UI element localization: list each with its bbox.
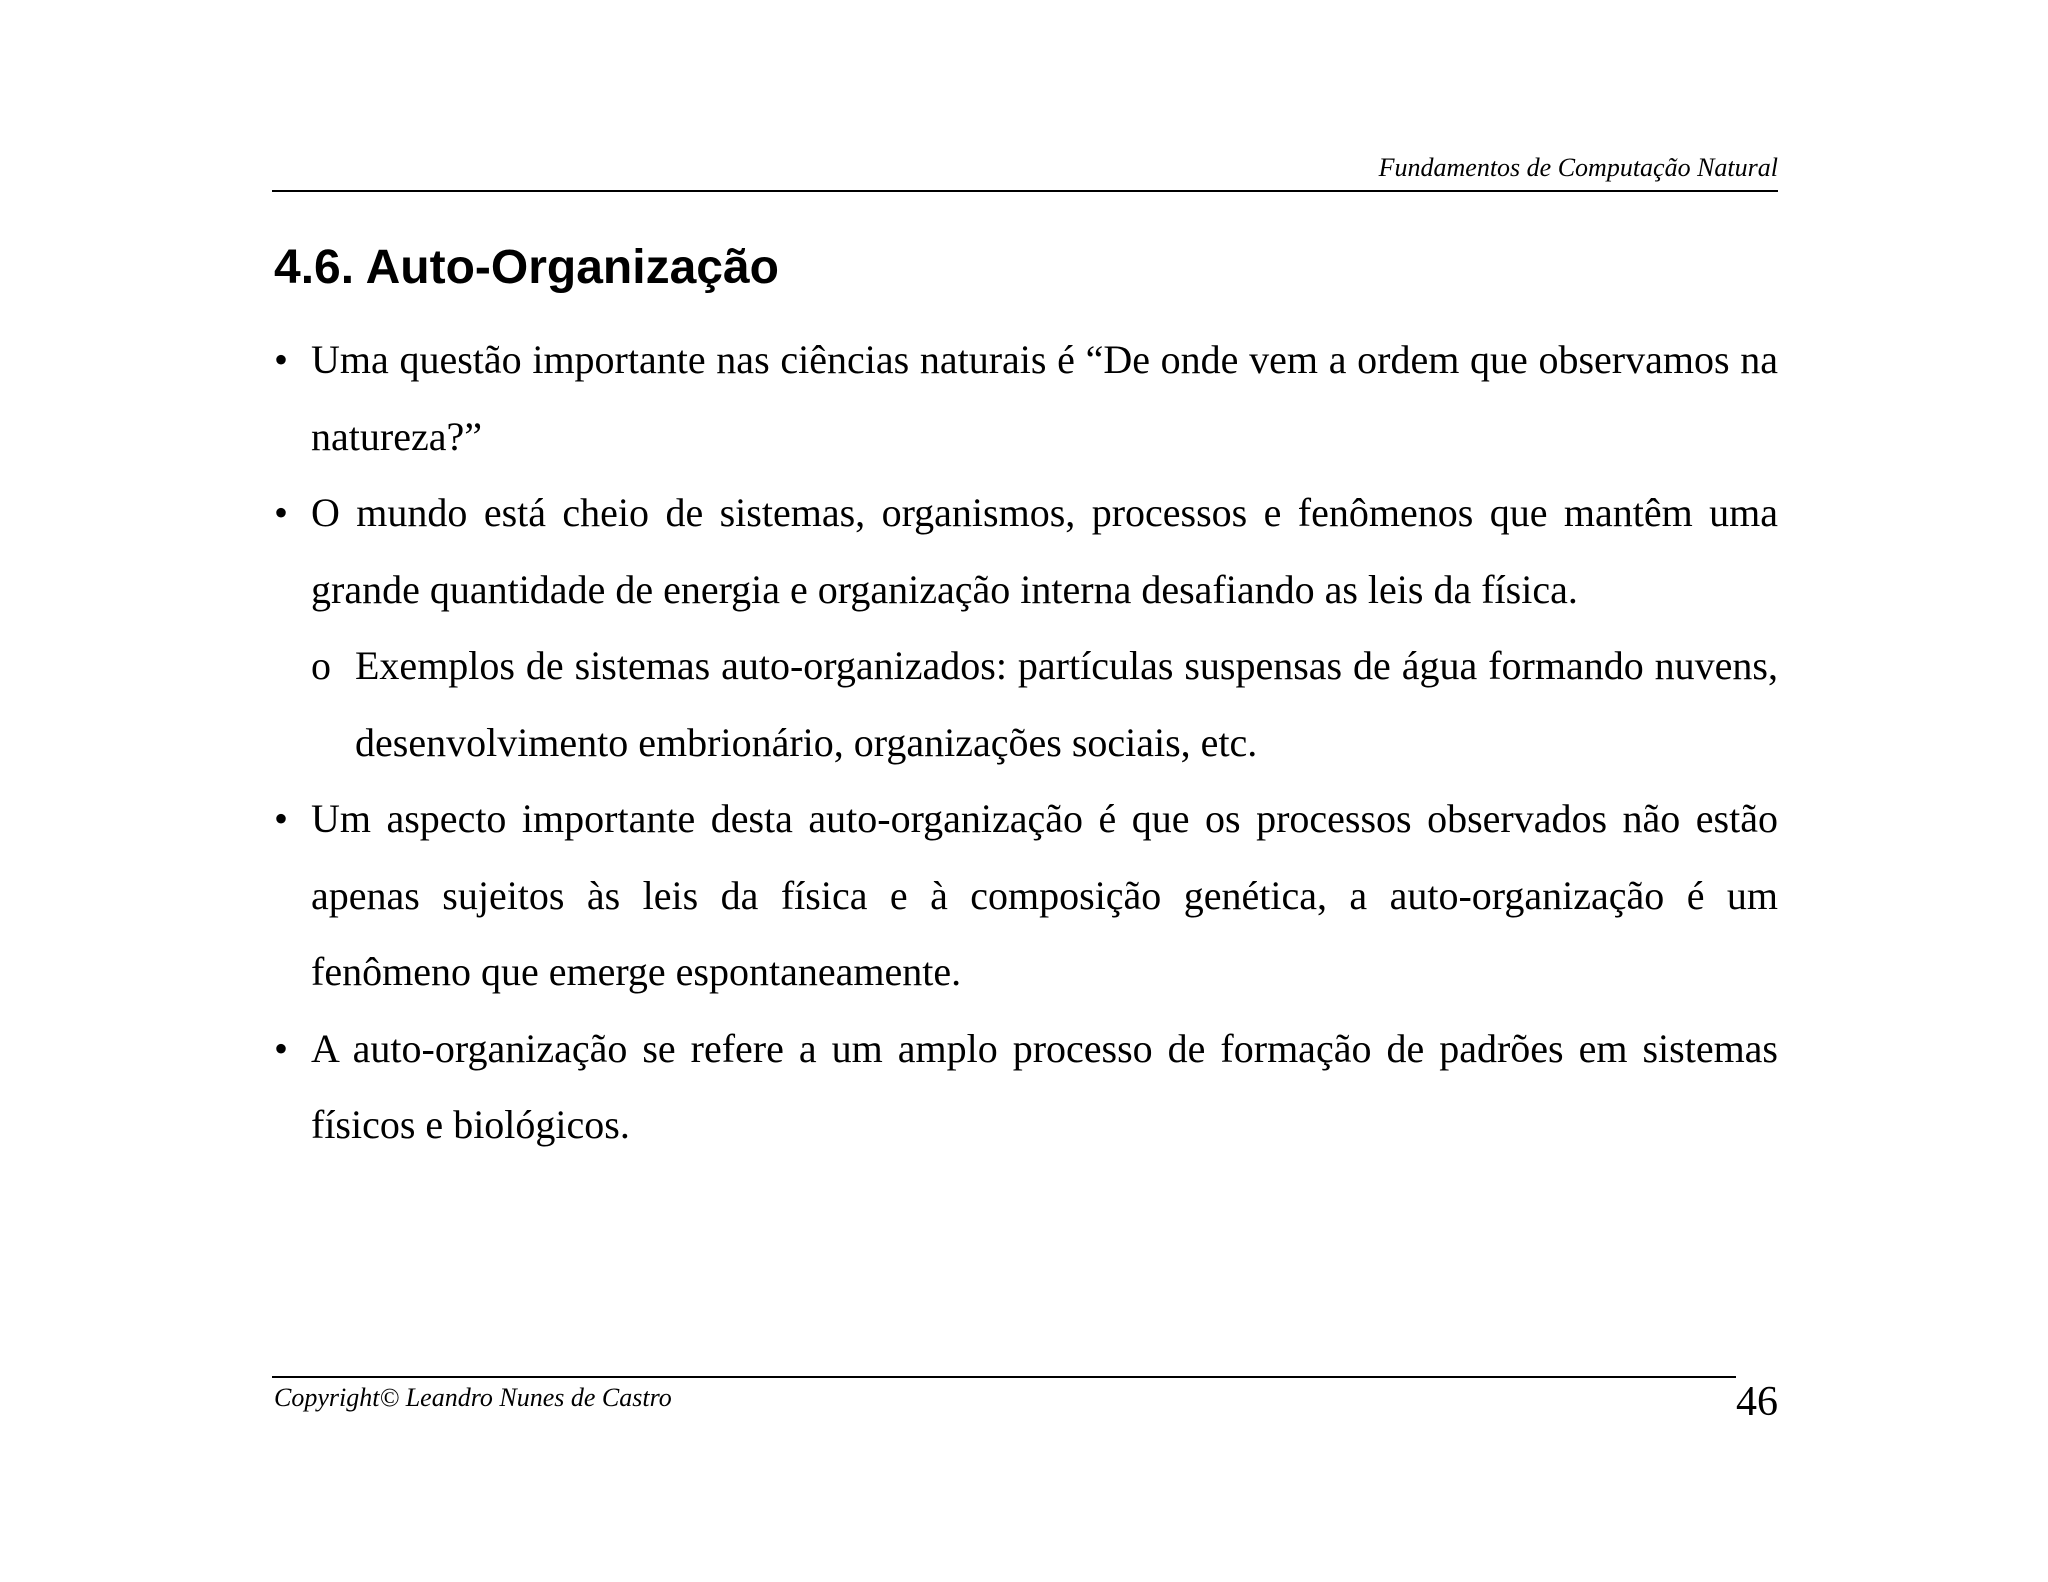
bullet-item — [274, 322, 1778, 475]
bullet-marker: • — [274, 490, 289, 535]
bullet-marker: • — [274, 1025, 289, 1071]
bullet-marker: • — [274, 796, 289, 841]
footer-copyright: Copyright© Leandro Nunes de Castro — [274, 1383, 672, 1412]
header-rule — [272, 190, 1778, 192]
running-header: Fundamentos de Computação Natural — [1378, 153, 1778, 182]
sub-bullet-item — [274, 628, 1778, 781]
bullet-text: O mundo está cheio de sistemas, organismos, processos e fenômenos que mantêm uma grande quantidade de energia e organização interna desafiando as leis da física. — [311, 490, 1778, 612]
bullet-text: Uma questão importante nas ciências naturais é “De onde vem a ordem que observamos na natureza?” — [311, 337, 1778, 459]
bullet-item — [274, 1011, 1778, 1164]
bullet-text: A auto-organização se refere a um amplo processo de formação de padrões em sistemas físicos e biológicos. — [311, 1025, 1778, 1147]
footer-rule — [272, 1376, 1736, 1378]
sub-bullet-text: Exemplos de sistemas auto-organizados: partículas suspensas de água formando nuvens, desenvolvimento embrionário, organizações sociais, etc. — [355, 643, 1778, 765]
bullet-marker: • — [274, 337, 289, 382]
bullet-text: Um aspecto importante desta auto-organização é que os processos observados não estão apenas sujeitos às leis da física e à composição genética, a auto-organização é um fenômeno que emerge espontaneamente. — [311, 796, 1778, 994]
sub-bullet-marker: o — [311, 643, 331, 688]
page-number: 46 — [1736, 1379, 1778, 1425]
bullet-list — [274, 322, 1778, 1164]
section-title: 4.6. Auto-Organização — [274, 241, 779, 294]
bullet-item — [274, 475, 1778, 628]
bullet-item — [274, 781, 1778, 1011]
